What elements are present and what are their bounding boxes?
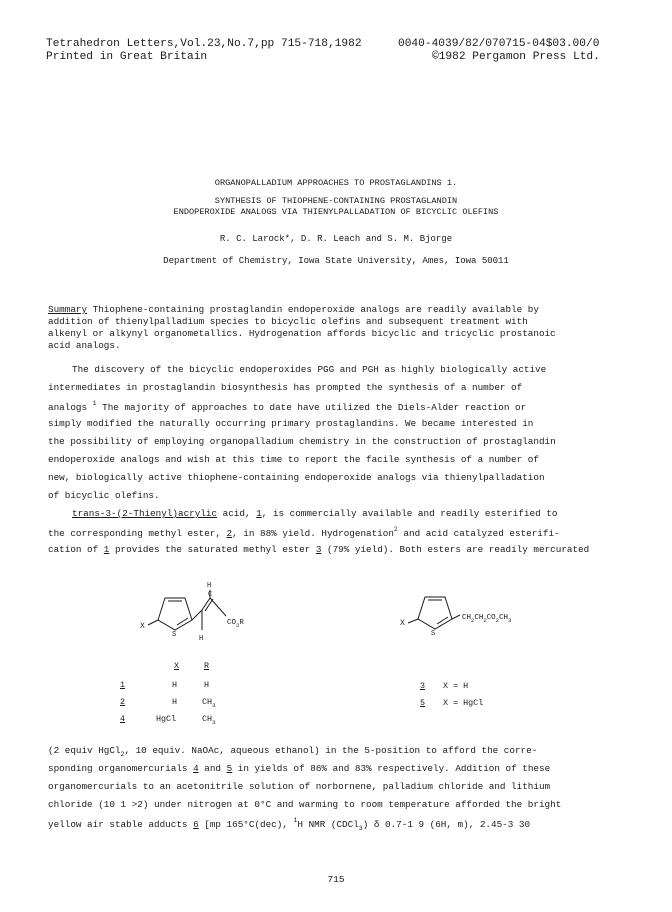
table-col-x: X xyxy=(174,661,180,671)
page-number: 715 xyxy=(327,874,345,885)
journal-citation: Tetrahedron Letters,Vol.23,No.7,pp 715-718,1982 xyxy=(46,38,362,50)
compound-1: 1 xyxy=(256,508,262,519)
para1-line-6: endoperoxide analogs and wish at this time to report the facile synthesis of a number of xyxy=(48,454,539,465)
para1-line-3: analogs $^1$ The majority of approaches to date have utilized the Diels-Alder reaction or xyxy=(48,400,527,413)
compound-6: 6 xyxy=(193,819,199,830)
left-carbon: C xyxy=(208,591,213,599)
thienyl-acrylate-structure xyxy=(130,578,290,660)
para3-line-3: organomercurials to an acetonitrile solution of norbornene, palladium chloride and lithium xyxy=(48,781,551,792)
para1-line-7: new, biologically active thiophene-containing endoperoxide analogs via thienylpalladation xyxy=(48,472,545,483)
left-h-bottom: H xyxy=(199,635,204,643)
para1-line-5: the possibility of employing organopalladium chemistry in the construction of prostaglandin xyxy=(48,436,556,447)
summary-line-1: Summary Thiophene-containing prostaglandin endoperoxide analogs are readily available by xyxy=(48,304,539,315)
left-sulfur-label: S xyxy=(172,631,177,639)
summary-line-4: acid analogs. xyxy=(48,340,121,351)
reference-1: 1 xyxy=(92,400,97,407)
compound-2: 2 xyxy=(226,528,233,539)
table-cell-r: $CH_3$ xyxy=(202,714,216,726)
table-row: 4 xyxy=(120,714,126,724)
table-col-r: R xyxy=(204,661,210,671)
right-sulfur-label: S xyxy=(431,630,436,638)
table-row: 1 xyxy=(120,680,126,690)
table-row: 2 xyxy=(120,697,126,707)
title-line-2: SYNTHESIS OF THIOPHENE-CONTAINING PROSTAGLANDIN xyxy=(214,196,458,206)
printed-location: Printed in Great Britain xyxy=(46,51,208,63)
left-x-label: X xyxy=(140,622,145,631)
compound-4: 4 xyxy=(193,763,199,774)
para2-line-3: cation of 1 provides the saturated methyl ester 3 (79% yield). Both esters are readily mercurated xyxy=(48,544,590,555)
summary-line-2: addition of thienylpalladium species to bicyclic olefins and subsequent treatment with xyxy=(48,316,528,327)
table-cell-r: $CH_3$ xyxy=(202,697,216,709)
table-row: 3 X = H xyxy=(420,681,469,691)
compound-5: 5 xyxy=(226,763,233,774)
table-cell-x: H xyxy=(172,680,178,690)
para1-line-1: The discovery of the bicyclic endoperoxides PGG and PGH as highly biologically active xyxy=(72,364,547,375)
left-h-top: H xyxy=(207,582,212,590)
table-cell-r: H xyxy=(204,680,210,690)
copyright: ©1982 Pergamon Press Ltd. xyxy=(432,51,600,63)
right-x-label: X xyxy=(400,619,405,628)
para1-line-8: of bicyclic olefins. xyxy=(48,490,160,501)
authors: R. C. Larock*, D. R. Leach and S. M. Bjorge xyxy=(219,234,453,244)
para3-line-5: yellow air stable adducts 6 [mp 165°C(dec), $^1$H NMR (CDCl$_3$) δ 0.7-1 9 (6H, m), 2.45-3 30 xyxy=(48,817,531,832)
article-code: 0040-4039/82/070715-04$03.00/0 xyxy=(398,38,600,50)
left-ester-group: $CO_2R$ xyxy=(227,619,244,629)
para1-line-4: simply modified the naturally occurring primary prostaglandins. We became interested in xyxy=(48,418,534,429)
table-cell-x: HgCl xyxy=(156,714,177,724)
title-line-1: ORGANOPALLADIUM APPROACHES TO PROSTAGLANDINS 1. xyxy=(214,178,458,188)
para3-line-4: chloride (10 1 >2) under nitrogen at 0°C and warming to room temperature afforded the bright xyxy=(48,799,562,810)
table-row: 5 X = HgCl xyxy=(420,698,484,708)
para2-line-1: trans-3-(2-Thienyl)acrylic acid, 1, is commercially available and readily esterified to xyxy=(72,508,558,519)
table-cell-x: H xyxy=(172,697,178,707)
summary-line-3: alkenyl or alkynyl organometallics. Hydrogenation affords bicyclic and tricyclic prostanoic xyxy=(48,328,556,339)
para3-line-1: (2 equiv HgCl$_2$, 10 equiv. NaOAc, aqueous ethanol) in the 5-position to afford the corre- xyxy=(48,745,538,758)
reference-2: 2 xyxy=(393,526,398,533)
right-side-chain: $CH_2CH_2CO_2CH_3$ xyxy=(462,614,512,624)
para2-line-2: the corresponding methyl ester, 2, in 88% yield. Hydrogenation$^2$ and acid catalyzed esterifi- xyxy=(48,526,560,539)
compound-3: 3 xyxy=(315,544,322,555)
thienyl-propanoate-structure xyxy=(396,585,556,645)
para3-line-2: sponding organomercurials 4 and 5 in yields of 86% and 83% respectively. Addition of these xyxy=(48,763,551,774)
title-line-3: ENDOPEROXIDE ANALOGS VIA THIENYLPALLADATION OF BICYCLIC OLEFINS xyxy=(173,207,499,217)
para1-line-2: intermediates in prostaglandin biosynthesis has prompted the synthesis of a number of xyxy=(48,382,523,393)
affiliation: Department of Chemistry, Iowa State University, Ames, Iowa 50011 xyxy=(163,256,509,266)
summary-label: Summary xyxy=(48,304,88,315)
